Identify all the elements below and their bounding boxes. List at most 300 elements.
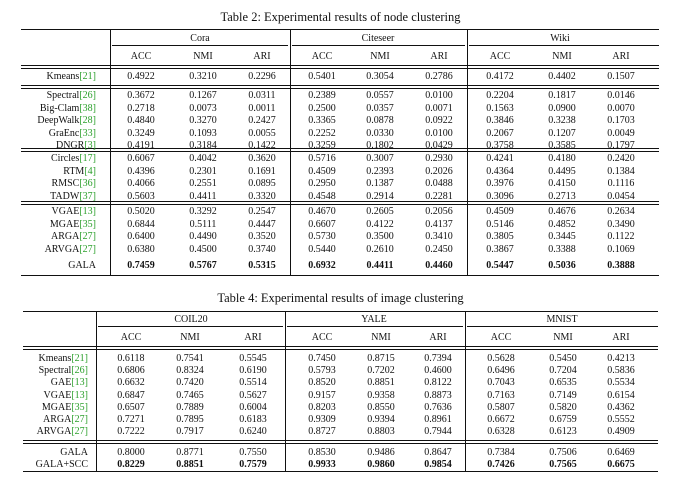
- metric-value: 0.4150: [548, 178, 576, 190]
- citation-link[interactable]: [26]: [79, 90, 96, 101]
- metric-value: 0.1384: [607, 165, 635, 177]
- metric-value: 0.7394: [424, 353, 452, 364]
- citation-link[interactable]: [4]: [84, 165, 96, 177]
- group-header: Wiki: [550, 33, 570, 44]
- method-name: RMSC: [51, 178, 80, 190]
- metric-value: 0.5545: [239, 353, 267, 364]
- metric-value: 0.8229: [117, 459, 145, 471]
- rule-line: [21, 88, 659, 89]
- metric-value: 0.6496: [487, 365, 515, 377]
- metric-value: 0.8520: [308, 377, 336, 389]
- metric-value: 0.2547: [248, 206, 276, 217]
- metric-value: 0.4490: [189, 231, 217, 243]
- metric-value: 0.4122: [366, 218, 394, 230]
- metric-value: 0.7202: [367, 365, 395, 377]
- metric-value: 0.3445: [548, 231, 576, 243]
- metric-value: 0.6675: [607, 459, 635, 471]
- metric-value: 0.4909: [607, 426, 635, 438]
- metric-value: 0.2393: [366, 165, 394, 177]
- metric-value: 0.5440: [308, 243, 336, 255]
- row-label: [43, 414, 88, 426]
- metric-value: 0.7043: [487, 377, 515, 389]
- metric-value: 0.5627: [239, 389, 267, 401]
- metric-value: 0.7550: [239, 447, 267, 458]
- metric-value: 0.4364: [486, 165, 514, 177]
- metric-value: 0.1691: [248, 165, 276, 177]
- metric-value: 0.5820: [549, 401, 577, 413]
- metric-value: 0.5767: [189, 260, 217, 271]
- metric-value: 0.6183: [239, 414, 267, 425]
- table-caption: Table 2: Experimental results of node clustering: [220, 10, 461, 24]
- metric-value: 0.3740: [248, 243, 276, 255]
- metric-value: 0.2610: [366, 243, 394, 255]
- metric-value: 0.8727: [308, 426, 336, 438]
- metric-value: 0.5716: [308, 153, 336, 164]
- metric-value: 0.4066: [127, 178, 155, 190]
- row-label: [49, 128, 96, 140]
- metric-value: 0.7895: [176, 414, 204, 425]
- metric-value: 0.5111: [189, 218, 217, 230]
- metric-value: 0.9157: [308, 389, 336, 401]
- method-name: MGAE: [41, 401, 72, 413]
- metric-header: ARI: [612, 332, 630, 343]
- metric-value: 0.6004: [239, 401, 267, 413]
- metric-value: 0.0100: [425, 90, 453, 101]
- metric-value: 0.1267: [189, 90, 217, 101]
- row-label: [37, 115, 96, 127]
- metric-header: NMI: [552, 51, 572, 62]
- metric-value: 0.2389: [308, 90, 336, 101]
- metric-value: 0.4172: [486, 71, 514, 82]
- row-label: [42, 402, 88, 414]
- metric-value: 0.7149: [549, 389, 577, 401]
- metric-value: 0.8647: [424, 447, 452, 458]
- metric-value: 0.8000: [117, 447, 145, 458]
- rule-line: [467, 326, 658, 327]
- metric-value: 0.3805: [486, 231, 514, 243]
- metric-value: 0.7565: [549, 459, 577, 471]
- metric-value: 0.4411: [366, 260, 394, 271]
- metric-value: 0.1122: [607, 231, 635, 243]
- rule-line: [21, 275, 659, 276]
- row-label: [39, 353, 88, 365]
- metric-header: ACC: [311, 332, 333, 343]
- metric-value: 0.8851: [176, 459, 204, 471]
- metric-value: 0.7426: [487, 459, 515, 471]
- row-label: [47, 71, 96, 83]
- metric-value: 0.2281: [425, 190, 453, 202]
- metric-value: 0.8715: [367, 353, 395, 364]
- method-name: RTM: [63, 165, 85, 177]
- metric-value: 0.3270: [189, 115, 217, 127]
- citation-link[interactable]: [27]: [71, 426, 88, 438]
- citation-link[interactable]: [21]: [71, 353, 88, 364]
- metric-value: 0.7917: [176, 426, 204, 438]
- metric-value: 0.6632: [117, 377, 145, 389]
- group-header: YALE: [361, 314, 387, 325]
- metric-header: ACC: [490, 332, 512, 343]
- metric-value: 0.9486: [367, 447, 395, 458]
- metric-value: 0.1069: [607, 243, 635, 255]
- metric-value: 0.3500: [366, 231, 394, 243]
- rule-line: [23, 440, 658, 441]
- column-divider: [96, 311, 97, 471]
- metric-value: 0.4676: [548, 206, 576, 217]
- metric-value: 0.3259: [308, 140, 336, 152]
- metric-value: 0.8771: [176, 447, 204, 458]
- metric-value: 0.5146: [486, 218, 514, 230]
- metric-value: 0.0895: [248, 178, 276, 190]
- metric-value: 0.8530: [308, 447, 336, 458]
- metric-value: 0.2786: [425, 71, 453, 82]
- metric-value: 0.6806: [117, 365, 145, 377]
- method-name: ARVGA: [44, 243, 80, 255]
- metric-value: 0.3585: [548, 140, 576, 152]
- metric-value: 0.6123: [549, 426, 577, 438]
- metric-value: 0.7541: [176, 353, 204, 364]
- metric-value: 0.4922: [127, 71, 155, 82]
- metric-value: 0.9394: [367, 414, 395, 425]
- citation-link[interactable]: [28]: [79, 115, 96, 127]
- metric-value: 0.4213: [607, 353, 635, 364]
- rule-line: [21, 204, 659, 205]
- citation-link[interactable]: [13]: [71, 389, 88, 401]
- metric-value: 0.0100: [425, 127, 453, 139]
- metric-value: 0.1116: [607, 178, 635, 190]
- metric-value: 0.3976: [486, 178, 514, 190]
- metric-value: 0.7889: [176, 401, 204, 413]
- column-divider: [465, 311, 466, 471]
- metric-value: 0.9933: [308, 459, 336, 471]
- method-name: GraEnc: [48, 127, 80, 139]
- metric-value: 0.5020: [127, 206, 155, 217]
- row-label: [51, 153, 96, 165]
- metric-value: 0.1703: [607, 115, 635, 127]
- citation-link[interactable]: [38]: [79, 102, 96, 114]
- metric-value: 0.1817: [548, 90, 576, 101]
- metric-value: 0.0055: [248, 127, 276, 139]
- metric-value: 0.7579: [239, 459, 267, 471]
- metric-value: 0.5315: [248, 260, 276, 271]
- metric-header: ACC: [120, 332, 142, 343]
- metric-value: 0.6844: [127, 218, 155, 230]
- metric-value: 0.9358: [367, 389, 395, 401]
- metric-value: 0.6400: [127, 231, 155, 243]
- metric-value: 0.4362: [607, 401, 635, 413]
- metric-value: 0.7271: [117, 414, 145, 425]
- metric-header: NMI: [553, 332, 573, 343]
- metric-value: 0.6118: [117, 353, 145, 364]
- method-name: DeepWalk: [37, 115, 80, 127]
- metric-value: 0.5836: [607, 365, 635, 377]
- metric-value: 0.1422: [248, 140, 276, 152]
- method-name: VGAE: [43, 389, 72, 401]
- rule-line: [23, 311, 658, 312]
- metric-value: 0.0071: [425, 102, 453, 114]
- method-name: VGAE: [51, 206, 80, 217]
- metric-header: ARI: [244, 332, 262, 343]
- metric-value: 0.4396: [127, 165, 155, 177]
- row-label: [52, 206, 96, 218]
- metric-value: 0.2914: [366, 190, 394, 202]
- metric-value: 0.0878: [366, 115, 394, 127]
- metric-value: 0.4500: [189, 243, 217, 255]
- method-name: Kmeans: [46, 71, 80, 82]
- method-name: GALA: [60, 447, 88, 458]
- method-name: MGAE: [49, 218, 80, 230]
- metric-value: 0.4411: [189, 190, 217, 202]
- metric-value: 0.3490: [607, 218, 635, 230]
- metric-value: 0.3184: [189, 140, 217, 152]
- row-label: [52, 178, 96, 190]
- metric-value: 0.2718: [127, 102, 155, 114]
- metric-value: 0.6847: [117, 389, 145, 401]
- metric-value: 0.6932: [308, 260, 336, 271]
- metric-value: 0.8324: [176, 365, 204, 377]
- method-name: Circles: [51, 153, 80, 164]
- metric-value: 0.7506: [549, 447, 577, 458]
- metric-value: 0.2930: [425, 153, 453, 164]
- metric-value: 0.7420: [176, 377, 204, 389]
- metric-value: 0.2420: [607, 153, 635, 164]
- metric-value: 0.3249: [127, 127, 155, 139]
- metric-value: 0.4042: [189, 153, 217, 164]
- metric-value: 0.5552: [607, 414, 635, 425]
- metric-value: 0.7944: [424, 426, 452, 438]
- metric-value: 0.2713: [548, 190, 576, 202]
- metric-value: 0.4840: [127, 115, 155, 127]
- citation-link[interactable]: [21]: [79, 71, 96, 82]
- metric-value: 0.3210: [189, 71, 217, 82]
- metric-header: ARI: [430, 51, 448, 62]
- metric-value: 0.5628: [487, 353, 515, 364]
- metric-value: 0.3007: [366, 153, 394, 164]
- citation-link[interactable]: [3]: [84, 140, 96, 152]
- metric-value: 0.7204: [549, 365, 577, 377]
- table-caption: Table 4: Experimental results of image clustering: [217, 291, 464, 305]
- group-header: MNIST: [546, 314, 578, 325]
- rule-line: [21, 29, 659, 30]
- group-header: Cora: [190, 33, 210, 44]
- metric-value: 0.4509: [308, 165, 336, 177]
- metric-value: 0.9309: [308, 414, 336, 425]
- rule-line: [21, 65, 659, 66]
- column-divider: [290, 29, 291, 275]
- metric-value: 0.0488: [425, 178, 453, 190]
- metric-header: ACC: [130, 51, 152, 62]
- group-header: COIL20: [174, 314, 208, 325]
- metric-value: 0.5036: [548, 260, 576, 271]
- row-label: [37, 426, 88, 438]
- metric-value: 0.8873: [424, 389, 452, 401]
- metric-value: 0.7163: [487, 389, 515, 401]
- metric-value: 0.3320: [248, 190, 276, 202]
- row-label: [68, 260, 96, 272]
- row-label: [44, 390, 88, 402]
- metric-value: 0.2204: [486, 90, 514, 101]
- metric-value: 0.4509: [486, 206, 514, 217]
- column-divider: [110, 29, 111, 275]
- metric-value: 0.0146: [607, 90, 635, 101]
- metric-value: 0.5401: [308, 71, 336, 82]
- metric-value: 0.6672: [487, 414, 515, 425]
- rule-line: [23, 346, 658, 347]
- rule-line: [469, 45, 659, 46]
- metric-value: 0.2252: [308, 127, 336, 139]
- metric-value: 0.9860: [367, 459, 395, 471]
- metric-value: 0.2450: [425, 243, 453, 255]
- metric-value: 0.5514: [239, 377, 267, 389]
- column-divider: [285, 311, 286, 471]
- metric-value: 0.3867: [486, 243, 514, 255]
- row-label: [40, 103, 96, 115]
- row-label: [60, 447, 88, 459]
- metric-value: 0.1207: [548, 127, 576, 139]
- method-name: ARGA: [42, 414, 72, 425]
- metric-value: 0.4447: [248, 218, 276, 230]
- metric-value: 0.8203: [308, 401, 336, 413]
- metric-value: 0.8803: [367, 426, 395, 438]
- citation-link[interactable]: [35]: [71, 401, 88, 413]
- metric-header: NMI: [193, 51, 213, 62]
- row-label: [47, 90, 96, 102]
- metric-value: 0.2500: [308, 102, 336, 114]
- row-label: [50, 219, 96, 231]
- metric-value: 0.3365: [308, 115, 336, 127]
- metric-value: 0.4670: [308, 206, 336, 217]
- metric-value: 0.4460: [425, 260, 453, 271]
- metric-value: 0.2427: [248, 115, 276, 127]
- metric-value: 0.3620: [248, 153, 276, 164]
- metric-value: 0.3672: [127, 90, 155, 101]
- metric-value: 0.0330: [366, 127, 394, 139]
- row-label: [36, 459, 88, 471]
- citation-link[interactable]: [27]: [79, 243, 96, 255]
- metric-value: 0.5534: [607, 377, 635, 389]
- citation-link[interactable]: [36]: [79, 178, 96, 190]
- metric-value: 0.1563: [486, 102, 514, 114]
- metric-value: 0.0011: [248, 102, 276, 114]
- metric-value: 0.3054: [366, 71, 394, 82]
- metric-header: ARI: [612, 51, 630, 62]
- row-label: [50, 191, 96, 203]
- citation-link[interactable]: [17]: [79, 153, 96, 164]
- method-name: Spectral: [38, 365, 72, 377]
- column-divider: [467, 29, 468, 275]
- citation-link[interactable]: [37]: [79, 190, 96, 202]
- method-name: ARVGA: [36, 426, 72, 438]
- metric-value: 0.0070: [607, 102, 635, 114]
- metric-value: 0.6469: [607, 447, 635, 458]
- metric-value: 0.6154: [607, 389, 635, 401]
- metric-value: 0.6507: [117, 401, 145, 413]
- metric-value: 0.4495: [548, 165, 576, 177]
- metric-value: 0.9854: [424, 459, 452, 471]
- metric-value: 0.7384: [487, 447, 515, 458]
- metric-value: 0.4137: [425, 218, 453, 230]
- metric-value: 0.3410: [425, 231, 453, 243]
- metric-value: 0.1507: [607, 71, 635, 82]
- metric-value: 0.6759: [549, 414, 577, 425]
- metric-value: 0.3520: [248, 231, 276, 243]
- metric-value: 0.0557: [366, 90, 394, 101]
- rule-line: [287, 326, 463, 327]
- metric-value: 0.7465: [176, 389, 204, 401]
- metric-value: 0.4402: [548, 71, 576, 82]
- metric-header: ACC: [311, 51, 333, 62]
- metric-value: 0.2634: [607, 206, 635, 217]
- rule-line: [21, 85, 659, 86]
- metric-value: 0.2551: [189, 178, 217, 190]
- method-name: GAE: [50, 377, 72, 389]
- citation-link[interactable]: [35]: [79, 218, 96, 230]
- metric-value: 0.5450: [549, 353, 577, 364]
- citation-link[interactable]: [27]: [79, 231, 96, 243]
- metric-value: 0.2067: [486, 127, 514, 139]
- metric-value: 0.7636: [424, 401, 452, 413]
- metric-value: 0.6535: [549, 377, 577, 389]
- metric-header: NMI: [180, 332, 200, 343]
- metric-value: 0.6380: [127, 243, 155, 255]
- metric-value: 0.2301: [189, 165, 217, 177]
- metric-value: 0.0454: [607, 190, 635, 202]
- metric-value: 0.5793: [308, 365, 336, 377]
- method-name: DNGR: [55, 140, 85, 152]
- metric-value: 0.5807: [487, 401, 515, 413]
- metric-value: 0.1802: [366, 140, 394, 152]
- metric-value: 0.7450: [308, 353, 336, 364]
- metric-value: 0.6240: [239, 426, 267, 438]
- citation-link[interactable]: [33]: [79, 127, 96, 139]
- metric-value: 0.0357: [366, 102, 394, 114]
- row-label: [56, 140, 96, 152]
- metric-value: 0.3238: [548, 115, 576, 127]
- metric-value: 0.6067: [127, 153, 155, 164]
- metric-value: 0.6190: [239, 365, 267, 377]
- metric-value: 0.5730: [308, 231, 336, 243]
- metric-value: 0.3846: [486, 115, 514, 127]
- metric-value: 0.0429: [425, 140, 453, 152]
- metric-value: 0.7222: [117, 426, 145, 438]
- metric-value: 0.7459: [127, 260, 155, 271]
- citation-link[interactable]: [27]: [71, 414, 88, 425]
- metric-value: 0.0073: [189, 102, 217, 114]
- metric-value: 0.8961: [424, 414, 452, 425]
- citation-link[interactable]: [13]: [71, 377, 88, 389]
- metric-value: 0.3888: [607, 260, 635, 271]
- metric-header: ACC: [489, 51, 511, 62]
- metric-value: 0.1387: [366, 178, 394, 190]
- metric-value: 0.2605: [366, 206, 394, 217]
- metric-value: 0.8122: [424, 377, 452, 389]
- method-name: ARGA: [50, 231, 80, 243]
- metric-header: NMI: [371, 332, 391, 343]
- row-label: [51, 231, 96, 243]
- group-header: Citeseer: [361, 33, 395, 44]
- metric-value: 0.2950: [308, 178, 336, 190]
- metric-value: 0.0922: [425, 115, 453, 127]
- rule-line: [21, 68, 659, 69]
- metric-value: 0.6328: [487, 426, 515, 438]
- citation-link[interactable]: [13]: [79, 206, 96, 217]
- citation-link[interactable]: [26]: [71, 365, 88, 377]
- metric-value: 0.5447: [486, 260, 514, 271]
- metric-value: 0.6607: [308, 218, 336, 230]
- method-name: TADW: [50, 190, 80, 202]
- metric-value: 0.3388: [548, 243, 576, 255]
- method-name: GALA+SCC: [35, 459, 88, 471]
- metric-value: 0.1093: [189, 127, 217, 139]
